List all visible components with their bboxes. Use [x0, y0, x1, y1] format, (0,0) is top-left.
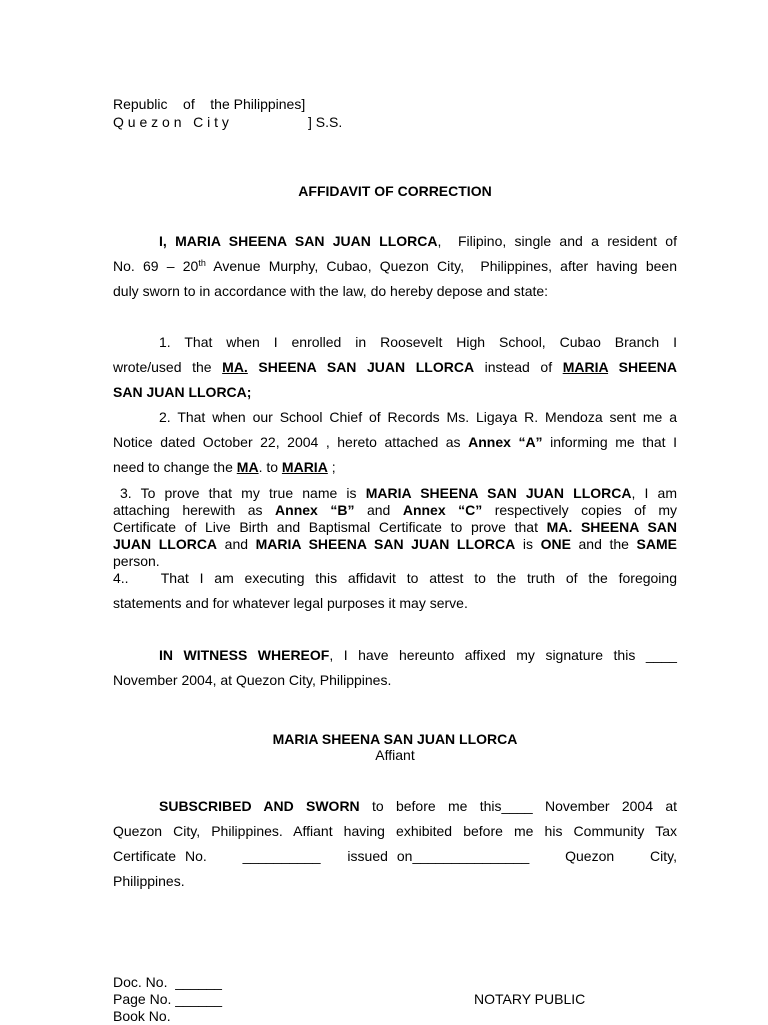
jurat-line-2 [113, 819, 677, 844]
affiant-label: Affiant [375, 747, 415, 763]
item-2-text-d: need to change the [113, 459, 237, 475]
document-title: AFFIDAVIT OF CORRECTION [298, 183, 492, 199]
intro-text: , Filipino, single and a resident of [437, 233, 677, 249]
witness-heading: IN WITNESS WHEREOF [159, 647, 330, 663]
item-3-text-a: 3. To prove that my true name is [120, 485, 366, 501]
annex-a: Annex “A” [468, 434, 543, 450]
item-3-line-3 [113, 519, 677, 536]
item-3-attaching: attaching herewith as [113, 502, 276, 518]
item-3-line-4 [113, 536, 677, 553]
item-2-text: 2. That when our School Chief of Records Ms. Ligaya R. Mendoza sent me a [159, 409, 677, 425]
item-2-text-c: informing me that I [542, 434, 678, 450]
item-3-text-c: , I am [631, 485, 677, 501]
item-2-line-3 [113, 455, 677, 480]
item-3-line-2 [113, 502, 677, 519]
item-1-text-a: wrote/used the [113, 359, 223, 375]
annex-c: Annex “C” [402, 502, 483, 518]
intro-line-2 [113, 254, 677, 279]
affiant-signature-name: MARIA SHEENA SAN JUAN LLORCA [272, 731, 518, 747]
item-3-ma-name: MA. SHEENA SAN [546, 519, 677, 535]
jurat-line-4: Philippines. [113, 873, 185, 889]
item-3-and-2: and [217, 536, 256, 552]
venue-line-1 [113, 95, 677, 113]
item-1-sheena: SHEENA [608, 359, 678, 375]
venue-ss: ] S.S. [308, 114, 343, 130]
item-1-line-3: SAN JUAN LLORCA; [113, 384, 252, 400]
item-2-maria: MARIA [281, 459, 328, 475]
jurat-heading: SUBSCRIBED AND SWORN [159, 798, 360, 814]
item-1-line-2 [113, 355, 677, 380]
item-3-certificate: Certificate of Live Birth and Baptismal Certificate to prove that [113, 519, 547, 535]
item-2-end: ; [327, 459, 336, 475]
item-1-maria: MARIA [562, 359, 609, 375]
intro-address-a: No. 69 – 20 [113, 258, 199, 274]
intro-line-1 [113, 229, 677, 254]
item-3-is: is [515, 536, 541, 552]
venue-republic: Republic of the Philippines] [113, 96, 306, 112]
intro-address-b: Avenue Murphy, Cubao, Quezon City, Philippines, after having been [205, 258, 677, 274]
item-4-line-2: statements and for whatever legal purposes it may serve. [113, 595, 468, 611]
venue-city: Q u e z o n C i t y [113, 114, 229, 130]
item-3-same: SAME [636, 536, 677, 552]
jurat-line-3 [113, 844, 677, 869]
item-3-juan-llorca: JUAN LLORCA [113, 536, 218, 552]
item-1-text: 1. That when I enrolled in Roosevelt High School, Cubao Branch I [159, 334, 677, 350]
witness-text: , I have hereunto affixed my signature this ____ [329, 647, 677, 663]
intro-address-sup: th [198, 258, 206, 268]
notary-public-label: NOTARY PUBLIC [474, 991, 586, 1007]
item-3-maria-name: MARIA SHEENA SAN JUAN LLORCA [255, 536, 516, 552]
item-4-text: 4.. That I am executing this affidavit to attest to the truth of the foregoing [113, 570, 677, 586]
item-2-line-2 [113, 430, 677, 455]
witness-line-1 [113, 643, 677, 668]
item-2-text-a: Notice dated October 22, 2004 , hereto attached as [113, 434, 469, 450]
intro-line-3: duly sworn to in accordance with the law, do hereby depose and state: [113, 283, 549, 299]
item-1-instead: instead of [474, 359, 563, 375]
book-number: Book No. [113, 1008, 171, 1024]
item-3-line-1 [113, 485, 677, 502]
affidavit-page [113, 0, 677, 1024]
item-1-line-1 [113, 330, 677, 355]
item-3-one: ONE [540, 536, 571, 552]
affiant-name: I, MARIA SHEENA SAN JUAN LLORCA [159, 233, 438, 249]
item-3-line-5: person. [113, 553, 160, 569]
item-3-and: and [354, 502, 403, 518]
witness-line-2: November 2004, at Quezon City, Philippines. [113, 672, 392, 688]
jurat-text-1: to before me this____ November 2004 at [359, 798, 677, 814]
item-3-and-the: and the [570, 536, 637, 552]
venue-line-2 [113, 113, 677, 131]
jurat-text-3: Certificate No. __________ issued on_______________ Quezon City, [113, 848, 677, 864]
annex-b: Annex “B” [275, 502, 355, 518]
item-2-ma: MA [236, 459, 259, 475]
item-1-ma: MA. [222, 359, 248, 375]
item-2-line-1 [113, 405, 677, 430]
page-number: Page No. ______ [113, 991, 222, 1007]
item-1-name: SHEENA SAN JUAN LLORCA [247, 359, 475, 375]
doc-number: Doc. No. ______ [113, 974, 222, 990]
item-2-to: . to [258, 459, 282, 475]
jurat-text-2: Quezon City, Philippines. Affiant having exhibited before me his Community Tax [113, 823, 677, 839]
item-3-name: MARIA SHEENA SAN JUAN LLORCA [365, 485, 632, 501]
jurat-line-1 [113, 794, 677, 819]
item-4-line-1 [113, 566, 677, 591]
item-3-copies: respectively copies of my [482, 502, 677, 518]
